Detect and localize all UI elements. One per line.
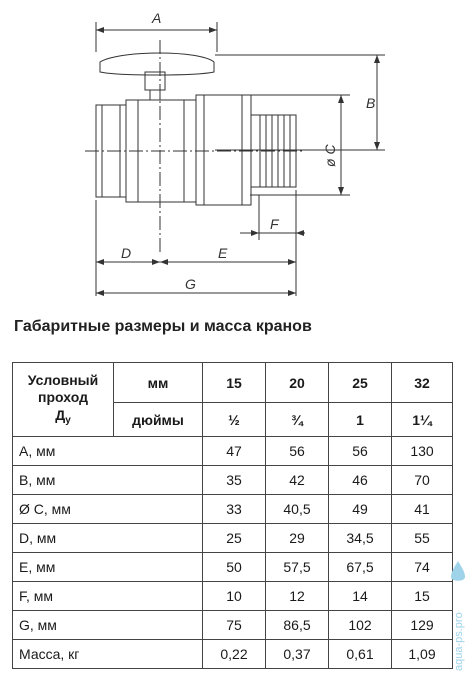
table-cell: 130: [392, 437, 453, 466]
table-cell: 12: [266, 582, 329, 611]
table-cell: 0,22: [203, 640, 266, 669]
water-drop-logo-icon: [451, 561, 465, 581]
table-cell: 55: [392, 524, 453, 553]
table-row: [13, 640, 453, 669]
dim-label-b: B: [366, 95, 376, 111]
size-mm-cell: 32: [392, 363, 453, 403]
row-label: B, мм: [13, 466, 203, 495]
header-label-sub: у: [65, 414, 71, 426]
size-in-cell: ½: [203, 403, 266, 437]
dim-label-c: ø C: [322, 144, 338, 167]
row-label: Ø C, мм: [13, 495, 203, 524]
table-cell: 56: [266, 437, 329, 466]
table-row: [13, 582, 453, 611]
unit-mm-cell: мм: [114, 363, 203, 403]
size-mm-cell: 25: [329, 363, 392, 403]
header-label-line3: Д: [55, 406, 66, 423]
table-cell: 42: [266, 466, 329, 495]
table-cell: 14: [329, 582, 392, 611]
table-cell: 102: [329, 611, 392, 640]
table-cell: 0,61: [329, 640, 392, 669]
table-row: [13, 524, 453, 553]
table-cell: 86,5: [266, 611, 329, 640]
table-cell: 15: [392, 582, 453, 611]
table-cell: 74: [392, 553, 453, 582]
dim-label-e: E: [218, 245, 228, 261]
table-cell: 70: [392, 466, 453, 495]
table-cell: 67,5: [329, 553, 392, 582]
table-cell: 75: [203, 611, 266, 640]
table-row: [13, 437, 453, 466]
table-cell: 57,5: [266, 553, 329, 582]
table-cell: 56: [329, 437, 392, 466]
dim-label-g: G: [185, 276, 196, 292]
watermark-text: aqua-ps.pro: [453, 612, 465, 671]
table-cell: 34,5: [329, 524, 392, 553]
row-label: E, мм: [13, 553, 203, 582]
size-mm-cell: 15: [203, 363, 266, 403]
watermark-logo: [447, 555, 469, 675]
table-cell: 40,5: [266, 495, 329, 524]
table-row: [13, 553, 453, 582]
size-mm-cell: 20: [266, 363, 329, 403]
table-cell: 25: [203, 524, 266, 553]
table-cell: 47: [203, 437, 266, 466]
dimensions-table: [12, 362, 453, 669]
table-cell: 41: [392, 495, 453, 524]
dim-label-a: A: [152, 10, 162, 26]
table-cell: 0,37: [266, 640, 329, 669]
table-cell: 49: [329, 495, 392, 524]
table-row: [13, 466, 453, 495]
valve-technical-drawing: [0, 0, 469, 300]
table-cell: 35: [203, 466, 266, 495]
row-label: A, мм: [13, 437, 203, 466]
table-cell: 50: [203, 553, 266, 582]
size-in-cell: ¾: [266, 403, 329, 437]
row-label: F, мм: [13, 582, 203, 611]
dim-label-f: F: [270, 216, 279, 232]
row-label: G, мм: [13, 611, 203, 640]
size-in-cell: 1¼: [392, 403, 453, 437]
header-conditional-pass: [13, 363, 114, 437]
table-row: [13, 495, 453, 524]
header-label-line1: Условный: [27, 371, 99, 388]
table-cell: 29: [266, 524, 329, 553]
row-label: D, мм: [13, 524, 203, 553]
table-cell: 33: [203, 495, 266, 524]
table-cell: 1,09: [392, 640, 453, 669]
table-cell: 129: [392, 611, 453, 640]
table-row: [13, 611, 453, 640]
unit-in-cell: дюймы: [114, 403, 203, 437]
size-in-cell: 1: [329, 403, 392, 437]
row-label: Масса, кг: [13, 640, 203, 669]
page-title: Габаритные размеры и масса кранов: [14, 318, 312, 335]
table-header-row: [13, 363, 453, 403]
table-cell: 46: [329, 466, 392, 495]
header-label-line2: проход: [38, 389, 88, 406]
table-cell: 10: [203, 582, 266, 611]
dim-label-d: D: [121, 245, 132, 261]
